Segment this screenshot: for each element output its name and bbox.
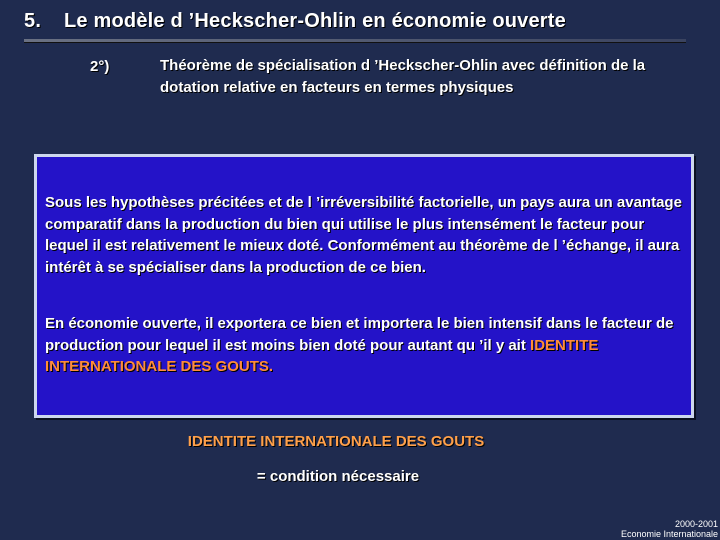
slide-title-number: 5. (24, 10, 42, 32)
conclusion-title: IDENTITE INTERNATIONALE DES GOUTS (187, 433, 485, 450)
section-heading: Théorème de spécialisation d ’Heckscher-Ohlin avec définition de la dotation relative en facteurs en termes physiques (160, 57, 646, 96)
theorem-paragraph-2 (45, 313, 689, 378)
theorem-paragraph-2-text: En économie ouverte, il exportera ce bien et importera le bien intensif dans le facteur de production pour lequel il est moins bien doté pour autant qu ’il y ait (45, 315, 674, 354)
title-divider (24, 39, 686, 42)
title-block (24, 10, 686, 42)
theorem-box (34, 154, 694, 418)
theorem-highlight: IDENTITE INTERNATIONALE DES GOUTS. (45, 336, 599, 375)
slide-title (24, 10, 686, 33)
footer-year: 2000-2001 (674, 519, 718, 529)
slide-title-text: Le modèle d ’Heckscher-Ohlin en économie ouverte (64, 10, 566, 32)
footer (621, 519, 718, 539)
section-number: 2°) (90, 58, 110, 75)
theorem-paragraph-1: Sous les hypothèses précitées et de l ’irréversibilité factorielle, un pays aura un avantage comparatif dans la production du bien qui utilise le plus intensément le facteur pour lequel il est relativement le mieux doté. Conformément au théorème de l ’échange, il aura intérêt à se spécialiser dans la production de ce bien. (45, 194, 682, 276)
footer-course: Economie Internationale (620, 529, 718, 539)
conclusion-condition: = condition nécessaire (256, 468, 420, 485)
